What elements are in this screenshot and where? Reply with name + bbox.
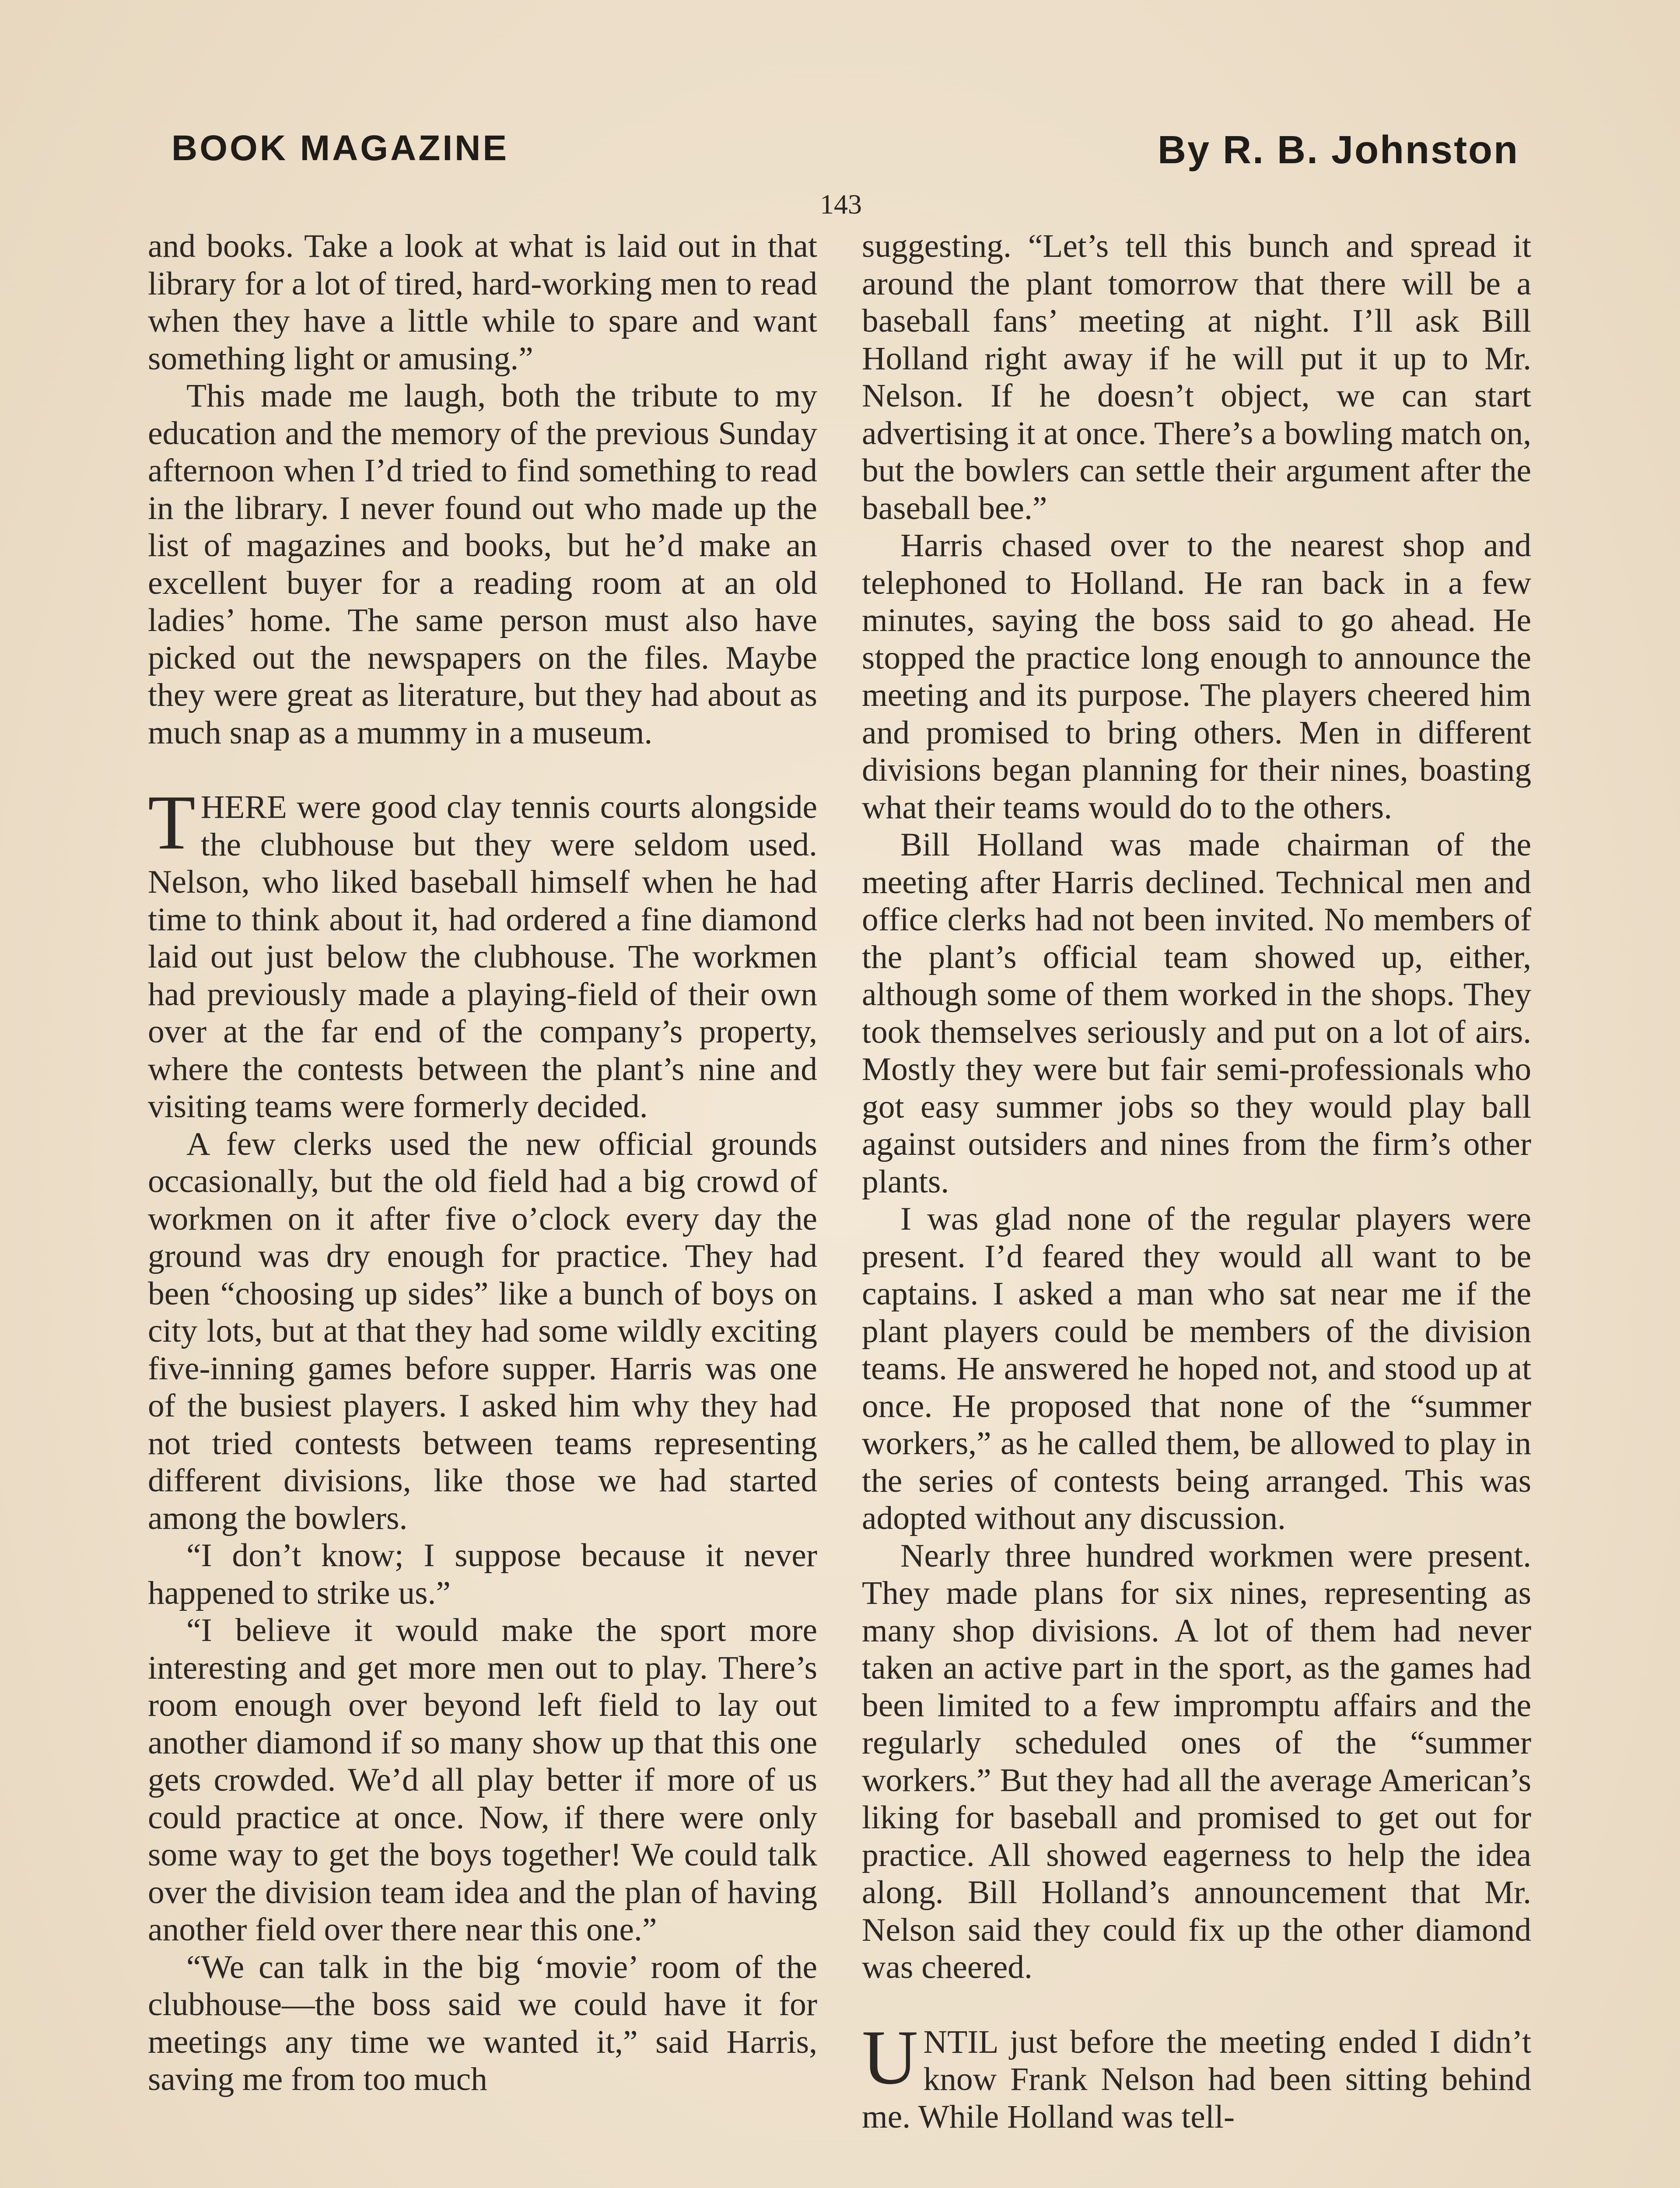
paragraph: “I believe it would make the sport more interesting and get more men out to play. There’s room enough over beyond left field to lay out another diamond if so many show up that this one gets crowded. We’d all play better if more of us could practice at once. Now, if there were only some way to get the boys together! We could talk over the division team idea and the plan of having another field over there near this one.” [148, 1612, 817, 1948]
drop-cap: T [148, 779, 196, 866]
paragraph: and books. Take a look at what is laid out in that library for a lot of tired, hard-working men to read when they have a little while to spare and want something light or amusing.” [148, 228, 817, 377]
publication-title: BOOK MAGAZINE [172, 128, 509, 168]
paragraph-text: HERE were good clay tennis courts alongside the clubhouse but they were seldom used. Nelson, who liked baseball himself when he had time to think about it, had ordered a fine diamond laid out just below the clubhouse. The workmen had previously made a playing-field of their own over at the far end of the company’s property, where the contests between the plant’s nine and visiting teams were formerly decided. [148, 789, 817, 1125]
paragraph: This made me laugh, both the tribute to my education and the memory of the previous Sunday afternoon when I’d tried to find something to read in the library. I never found out who made up the list of magazines and books, but he’d make an excellent buyer for a reading room at an old ladies’ home. The same person must also have picked out the newspapers on the files. Maybe they were great as literature, but they had about as much snap as a mummy in a museum. [148, 378, 817, 751]
section-paragraph [148, 779, 817, 1126]
paragraph: Nearly three hundred workmen were present. They made plans for six nines, representing as many shop divisions. A lot of them had never taken an active part in the sport, as the games had been limited to a few impromptu affairs and the regularly scheduled ones of the “summer workers.” But they had all the average American’s liking for baseball and promised to get out for practice. All showed eagerness to help the idea along. Bill Holland’s announcement that Mr. Nelson said they could fix up the other diamond was cheered. [862, 1537, 1531, 1985]
page-number: 143 [820, 189, 862, 220]
drop-cap: U [862, 2013, 918, 2100]
paragraph-text: NTIL just before the meeting ended I didn’t know Frank Nelson had been sitting behind me. While Holland was tell- [862, 2023, 1531, 2135]
paragraph: A few clerks used the new official grounds occasionally, but the old field had a big crowd of workmen on it after five o’clock every day the ground was dry enough for practice. They had been “choosing up sides” like a bunch of boys on city lots, but at that they had some wildly exciting five-inning games before supper. Harris was one of the busiest players. I asked him why they had not tried contests between teams representing different divisions, like those we had started among the bowlers. [148, 1126, 817, 1536]
paragraph: “I don’t know; I suppose because it never happened to strike us.” [148, 1537, 817, 1611]
author-byline: By R. B. Johnston [1157, 128, 1519, 172]
paragraph: Bill Holland was made chairman of the meeting after Harris declined. Technical men and office clerks had not been invited. No members of the plant’s official team showed up, either, although some of them worked in the shops. They took themselves seriously and put on a lot of airs. Mostly they were but fair semi-professionals who got easy summer jobs so they would play ball against outsiders and nines from the firm’s other plants. [862, 827, 1531, 1200]
paragraph: I was glad none of the regular players were present. I’d feared they would all want to be captains. I asked a man who sat near me if the plant players could be members of the division teams. He answered he hoped not, and stood up at once. He proposed that none of the “summer workers,” as he called them, be allowed to play in the series of contests being arranged. This was adopted without any discussion. [862, 1201, 1531, 1536]
left-column [148, 228, 817, 2098]
section-paragraph [862, 2013, 1531, 2136]
paragraph: Harris chased over to the nearest shop and telephoned to Holland. He ran back in a few minutes, saying the boss said to go ahead. He stopped the practice long enough to announce the meeting and its purpose. The players cheered him and promised to bring others. Men in different divisions began planning for their nines, boasting what their teams would do to the others. [862, 527, 1531, 826]
right-column [862, 228, 1531, 2135]
paragraph: suggesting. “Let’s tell this bunch and spread it around the plant tomorrow that there will be a baseball fans’ meeting at night. I’ll ask Bill Holland right away if he will put it up to Mr. Nelson. If he doesn’t object, we can start advertising it at once. There’s a bowling match on, but the bowlers can settle their argument after the baseball bee.” [862, 228, 1531, 526]
paragraph: “We can talk in the big ‘movie’ room of the clubhouse—the boss said we could have it for meetings any time we wanted it,” said Harris, saving me from too much [148, 1949, 817, 2097]
